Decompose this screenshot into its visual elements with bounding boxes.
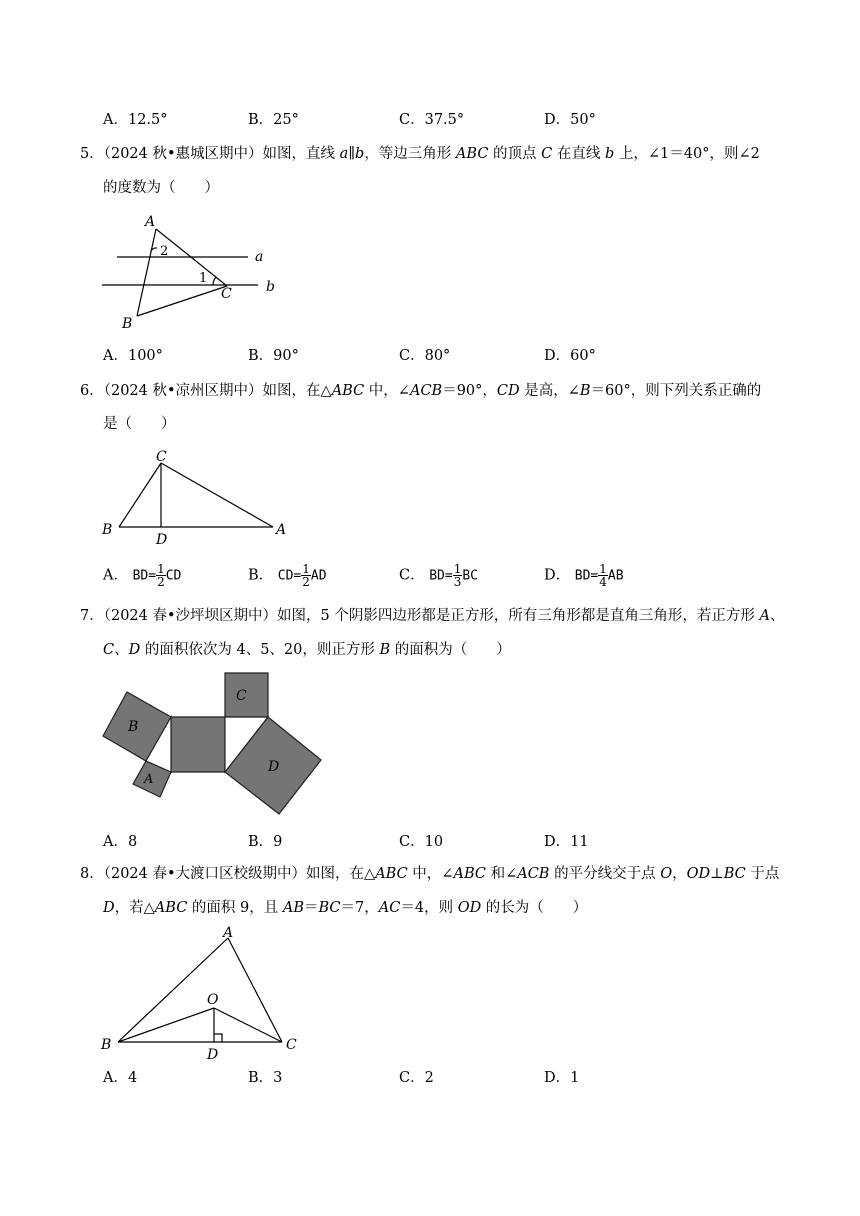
q8-side-ac [228, 938, 282, 1042]
q7-label-b: B [128, 719, 139, 735]
q4-option-b: B．25° [248, 112, 299, 128]
q7-label-c: C [236, 688, 247, 704]
q5-option-a: A．100° [103, 348, 163, 364]
q6-option-c: C． BD= $\frac{1}{3}$ BC [399, 562, 478, 589]
q8-stem-line1: 8．（2024 春•大渡口区校级期中）如图，在△ABC 中，∠ABC 和∠ACB 的平分线交于点 O，OD⊥BC 于点 [80, 866, 780, 882]
q4-option-c: C．37.5° [399, 112, 465, 128]
q5-label-1: 1 [199, 271, 208, 286]
q6-stem-line2: 是（ ） [103, 416, 176, 432]
q5-option-d: D．60° [544, 348, 596, 364]
q7-label-d: D [268, 759, 280, 775]
q6-label-a: A [276, 522, 287, 538]
q5-stem-line2: 的度数为（ ） [103, 180, 219, 196]
q7-option-a: A．8 [103, 834, 138, 850]
q8-label-o: O [207, 992, 219, 1008]
q5-label-c: C [221, 286, 232, 302]
q8-label-c: C [286, 1037, 297, 1053]
q8-option-a: A．4 [103, 1070, 138, 1086]
q6-option-a: A． BD= $\frac{1}{2}$ CD [103, 562, 182, 589]
q6-option-b: B． CD= $\frac{1}{2}$ AD [248, 562, 327, 589]
q5-label-a: A [145, 214, 156, 230]
q8-option-c: C．2 [399, 1070, 434, 1086]
q8-label-a: A [223, 925, 234, 941]
q5-stem-line1: 5．（2024 秋•惠城区期中）如图，直线 a∥b，等边三角形 ABC 的顶点 C 在直线 b 上，∠1＝40°，则∠2 [80, 146, 760, 162]
q6-option-d: D． BD= $\frac{1}{4}$ AB [544, 562, 624, 589]
q7-label-a: A [144, 772, 154, 787]
q6-label-d: D [156, 532, 168, 548]
q8-side-ab [118, 938, 228, 1042]
q8-label-d: D [207, 1047, 219, 1063]
q8-segment-oc [214, 1008, 282, 1042]
q6-label-c: C [156, 449, 167, 465]
q5-label-line-b: b [266, 279, 275, 295]
q5-label-line-a: a [255, 249, 264, 265]
q4-option-a: A．12.5° [103, 112, 168, 128]
q7-option-b: B．9 [248, 834, 283, 850]
q7-option-c: C．10 [399, 834, 444, 850]
q8-right-angle-mark [214, 1034, 222, 1042]
q8-option-d: D．1 [544, 1070, 580, 1086]
q5-label-b: B [122, 316, 133, 332]
q4-option-d: D．50° [544, 112, 596, 128]
q6-label-b: B [102, 522, 113, 538]
q5-option-c: C．80° [399, 348, 451, 364]
q5-label-2: 2 [160, 244, 169, 259]
q8-stem-line2: D，若△ABC 的面积 9，且 AB＝BC＝7，AC＝4，则 OD 的长为（ ） [103, 900, 588, 916]
q8-segment-bo [118, 1008, 214, 1042]
q7-stem-line2: C、D 的面积依次为 4、5、20，则正方形 B 的面积为（ ） [103, 642, 511, 658]
q7-option-d: D．11 [544, 834, 589, 850]
q8-label-b: B [101, 1037, 112, 1053]
q6-stem-line1: 6．（2024 秋•凉州区期中）如图，在△ABC 中，∠ACB＝90°，CD 是高，∠B＝60°，则下列关系正确的 [80, 383, 762, 399]
q5-option-b: B．90° [248, 348, 299, 364]
q8-option-b: B．3 [248, 1070, 283, 1086]
q7-stem-line1: 7．（2024 春•沙坪坝区期中）如图，5 个阴影四边形都是正方形，所有三角形都是直角三角形，若正方形 A、 [80, 608, 785, 624]
